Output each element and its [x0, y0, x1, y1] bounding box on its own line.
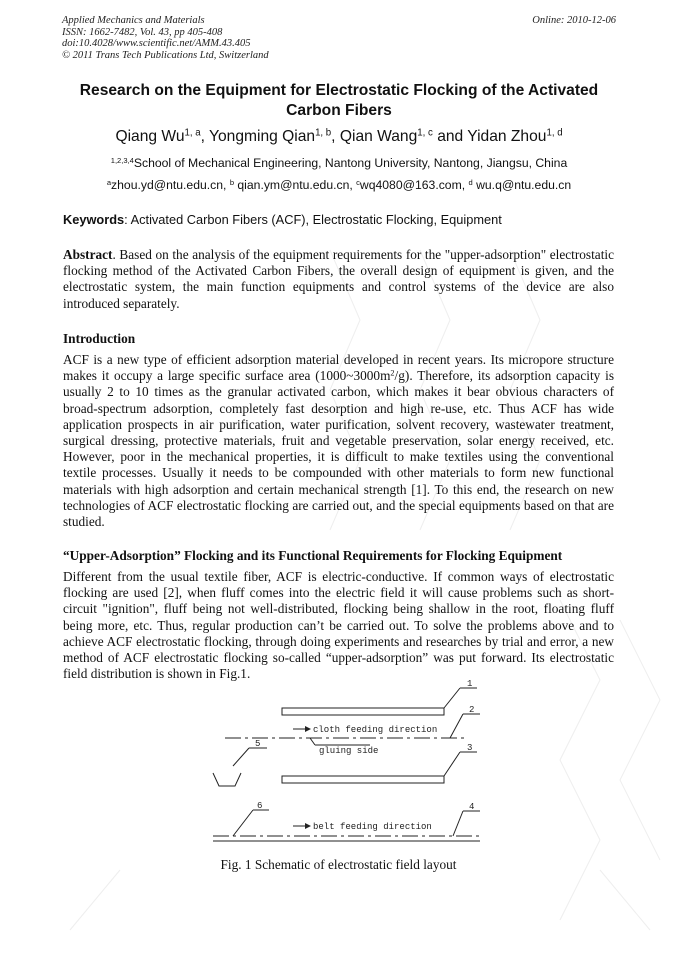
email-mark: d — [468, 177, 473, 187]
abstract — [63, 247, 614, 312]
keywords — [63, 212, 502, 228]
email-address[interactable]: zhou.yd@ntu.edu.cn, — [111, 178, 230, 192]
gluing-side-marker — [310, 738, 315, 745]
figure-label-5: 5 — [255, 739, 261, 749]
intro-superscript: 2 — [390, 368, 395, 378]
author-name: Yongming Qian — [209, 128, 316, 145]
cloth-direction-arrowhead — [305, 726, 311, 732]
figure-caption: Fig. 1 Schematic of electrostatic field layout — [220, 857, 457, 872]
email-mark: b — [229, 177, 235, 187]
leader-line-1 — [444, 688, 460, 708]
figure-label-3: 3 — [467, 743, 473, 753]
cloth-feeding-label: cloth feeding direction — [313, 725, 438, 735]
email-mark: c — [356, 177, 360, 187]
author-name: Qiang Wu — [115, 128, 185, 145]
figure-schematic — [205, 678, 490, 850]
journal-name: Applied Mechanics and Materials — [62, 15, 205, 26]
author-affiliation-mark: 1, b — [315, 127, 332, 139]
journal-metadata — [62, 15, 269, 61]
author-conjunction: and — [432, 128, 468, 145]
author-list — [60, 127, 618, 147]
hopper-outline — [213, 773, 241, 786]
section2-paragraph: Different from the usual textile fiber, ACF is electric-conductive. If common ways of electrostatic flocking are used [2], when fluff comes into the electric field it will cause problems such as short-circuit "ignition", fluff being not well-distributed, flocking being shallow in the root, floating fluff being more, etc. Thus, regular production can’t be carried out. To solve the problems above and to achieve ACF electrostatic flocking, through doing experiments and researches by trial and error, a new method of ACF electrostatic flocking so-called “upper-adsorption” was put forward. Its electrostatic field distribution is shown in Fig.1. — [63, 569, 614, 682]
leader-line-3 — [444, 752, 460, 776]
issn-line: ISSN: 1662-7482, Vol. 43, pp 405-408 — [62, 26, 223, 38]
affiliation-text: School of Mechanical Engineering, Nantong University, Nantong, Jiangsu, China — [133, 156, 568, 170]
author-name: Qian Wang — [339, 128, 418, 145]
author-name: Yidan Zhou — [467, 128, 547, 145]
online-date: Online: 2010-12-06 — [532, 15, 616, 26]
leader-line-6 — [233, 810, 253, 836]
leader-line-5 — [233, 748, 249, 766]
intro-text-part1: ACF is a new type of efficient adsorption material developed in recent years. Its micropore structure makes it occupy a large specific surface area (1000~3000m — [63, 352, 614, 384]
email-address[interactable]: wu.q@ntu.edu.cn — [472, 178, 572, 192]
keywords-label: Keywords — [63, 212, 125, 227]
author-affiliation-mark: 1, c — [417, 127, 433, 139]
email-address[interactable]: wq4080@163.com, — [359, 178, 469, 192]
introduction-heading: Introduction — [63, 331, 136, 346]
email-address[interactable]: qian.ym@ntu.edu.cn, — [234, 178, 357, 192]
abstract-text: . Based on the analysis of the equipment requirements for the "upper-adsorption" electrostatic flocking method of the Activated Carbon Fibers, the overall design of equipment is given, and the electrostatic system, the main function equipments and control systems of the device are also introduced separately. — [63, 247, 614, 311]
author-affiliation-mark: 1, a — [184, 127, 201, 139]
leader-line-2 — [450, 714, 463, 738]
affiliation — [60, 155, 618, 171]
figure-label-1: 1 — [467, 679, 473, 689]
belt-feeding-label: belt feeding direction — [313, 822, 432, 832]
intro-text-part2: /g). Therefore, its adsorption capacity is usually 2 to 10 times as the granular activated carbon, which makes it bear obvious characters of broad-spectrum adsorption, completely fast desorption and high re-use, etc. Thus ACF has wide application prospects in air purification, water purification, solvent recovery, wastewater treatment, surgical dressing, protective materials, fruit and vegetable preservation, solar energy received, etc. However, poor in the mechanical properties, it is difficult to make textiles using the conventional textile processes. Usually it needs to be compounded with other materials to form new functional materials with high adsorption and certain mechanical strength [1]. To this end, the research on new technologies of ACF electrostatic flocking are carried out, and the special equipments based on that are studied. — [63, 368, 614, 530]
doi-line[interactable]: doi:10.4028/www.scientific.net/AMM.43.405 — [62, 38, 251, 50]
author-affiliation-mark: 1, d — [546, 127, 563, 139]
email-mark: a — [106, 177, 112, 187]
leader-line-4 — [453, 811, 463, 836]
keywords-text: : Activated Carbon Fibers (ACF), Electrostatic Flocking, Equipment — [124, 212, 502, 227]
lower-electrode-plate — [282, 776, 444, 783]
gluing-side-label: gluing side — [319, 746, 379, 756]
introduction-paragraph — [63, 352, 614, 530]
author-separator: , — [200, 128, 209, 145]
abstract-label: Abstract — [63, 247, 113, 262]
upper-electrode-plate — [282, 708, 444, 715]
email-list — [60, 177, 618, 193]
figure-label-4: 4 — [469, 802, 475, 812]
affiliation-mark: 1,2,3,4 — [110, 155, 134, 165]
section2-heading: “Upper-Adsorption” Flocking and its Functional Requirements for Flocking Equipment — [63, 548, 563, 563]
figure-label-6: 6 — [257, 801, 263, 811]
paper-title: Research on the Equipment for Electrostatic Flocking of the Activated Carbon Fibers — [79, 82, 599, 119]
belt-direction-arrowhead — [305, 823, 311, 829]
author-separator: , — [331, 128, 340, 145]
figure-label-2: 2 — [469, 705, 475, 715]
copyright-line: © 2011 Trans Tech Publications Ltd, Switzerland — [62, 49, 269, 61]
